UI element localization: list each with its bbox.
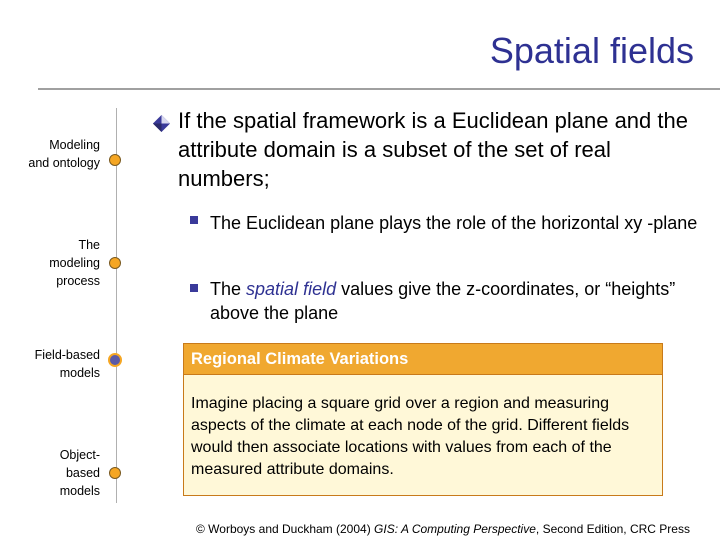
- square-bullet-icon: [190, 284, 198, 292]
- footer-citation: © Worboys and Duckham (2004) GIS: A Computing Perspective, Second Edition, CRC Press: [196, 522, 690, 536]
- main-bullet-text: If the spatial framework is a Euclidean plane and the attribute domain is a subset of the set of real numbers;: [178, 108, 688, 191]
- slide-title: Spatial fields: [489, 30, 694, 71]
- diamond-bullet-icon: [152, 114, 171, 133]
- callout-header: Regional Climate Variations: [184, 344, 662, 375]
- nav-label-modeling-ontology: Modeling and ontology: [28, 138, 100, 170]
- sub-bullet-1-text: The Euclidean plane plays the role of the horizontal xy -plane: [210, 213, 698, 233]
- spatial-field-term: spatial field: [246, 279, 337, 299]
- square-bullet-icon: [190, 216, 198, 224]
- callout-body: Imagine placing a square grid over a region and measuring aspects of the climate at each node of the grid. Different fields would then associate locations with values from each of the measured attribute domains.: [191, 395, 630, 478]
- nav-dot-modeling-process[interactable]: [109, 257, 121, 269]
- nav-label-field-based: Field-based models: [34, 348, 100, 380]
- nav-label-object-based: Object- based models: [59, 448, 100, 498]
- nav-label-modeling-process: The modeling process: [49, 238, 100, 288]
- callout-box: [183, 343, 663, 496]
- sub-bullet-2-text: The spatial field values give the z-coordinates, or “heights” above the plane: [210, 279, 676, 323]
- title-divider: [38, 88, 720, 90]
- nav-dot-field-based[interactable]: [108, 353, 122, 367]
- nav-timeline: [116, 108, 117, 503]
- nav-dot-modeling-ontology[interactable]: [109, 154, 121, 166]
- nav-dot-object-based[interactable]: [109, 467, 121, 479]
